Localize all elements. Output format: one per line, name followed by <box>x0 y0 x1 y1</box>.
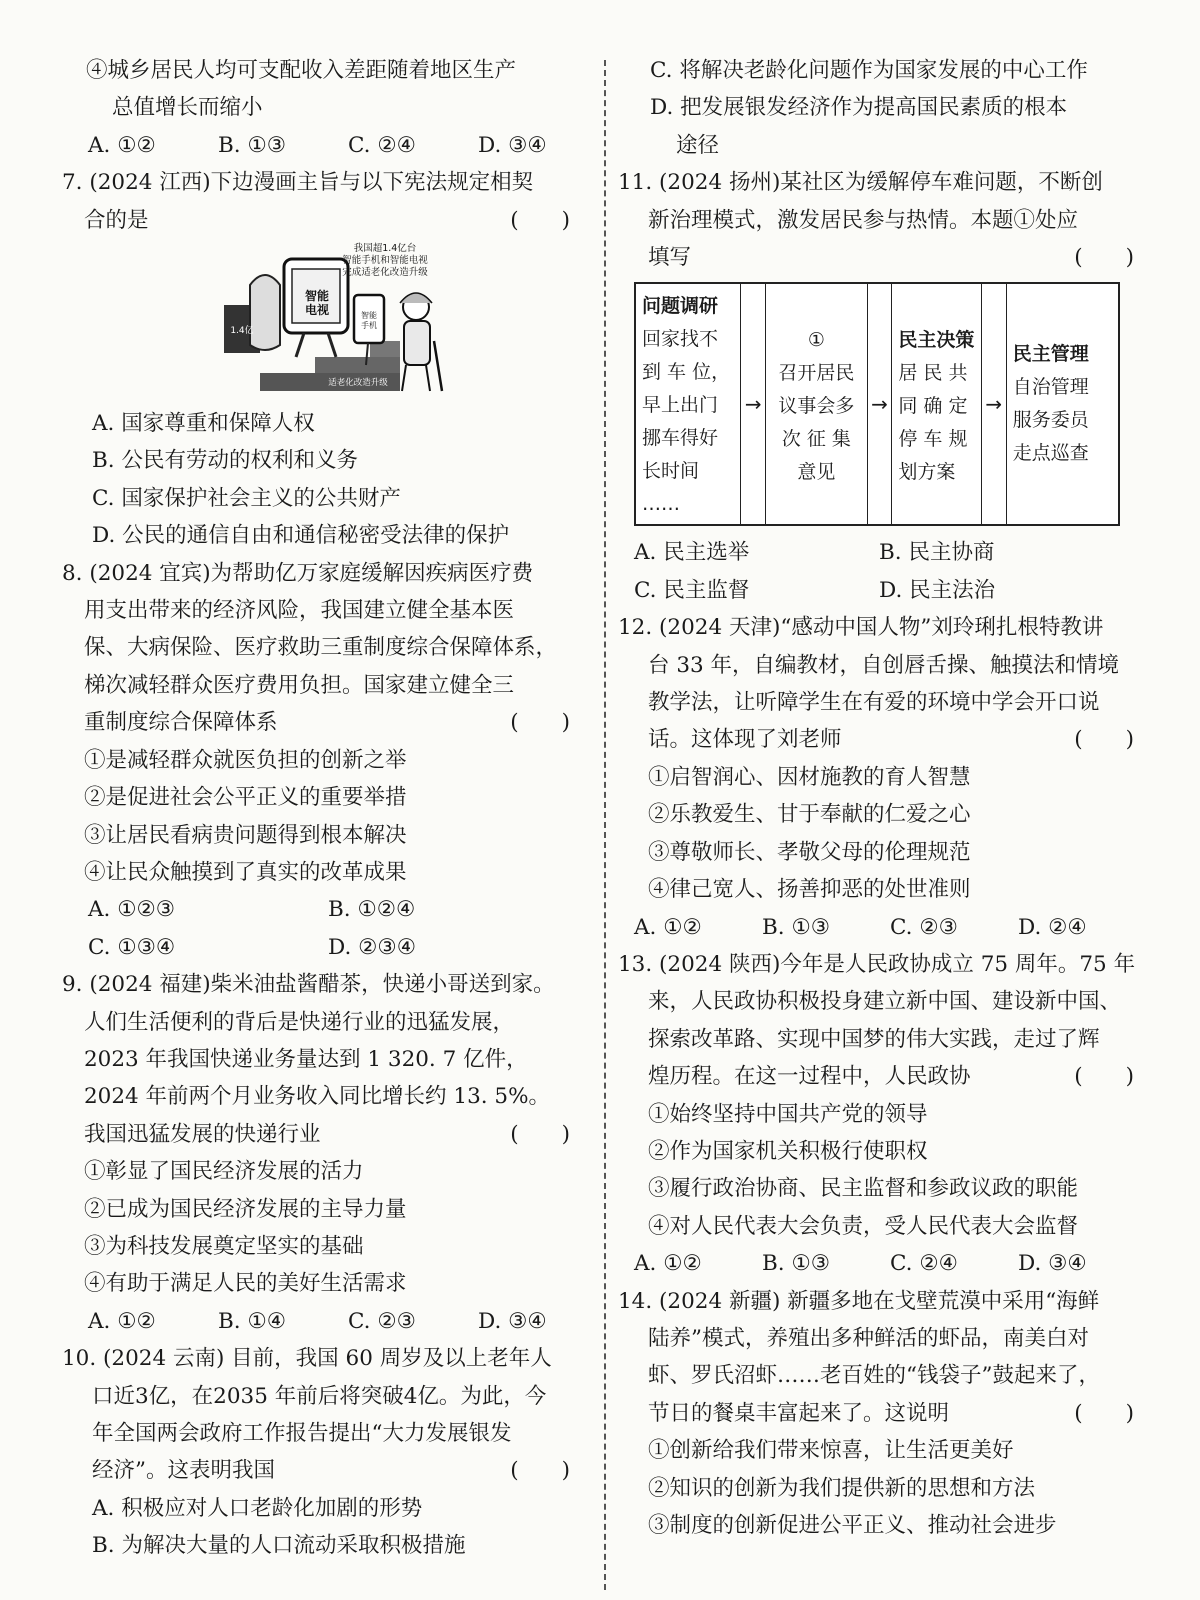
flow-box-management: 民主管理 自治管理 服务委员 走点巡查 <box>1007 284 1118 524</box>
q11-options-row1 <box>618 534 1158 571</box>
question-10-continued <box>618 52 1158 164</box>
q13-item-4: ④对人民代表大会负责，受人民代表大会监督 <box>648 1213 1079 1239</box>
q7-option-a[interactable]: A. 国家尊重和保障人权 <box>92 411 315 437</box>
q7-option-b[interactable]: B. 公民有劳动的权利和义务 <box>92 448 358 474</box>
q6-option-b[interactable]: B. ①③ <box>218 132 287 158</box>
q7-cartoon <box>220 245 454 397</box>
q10-option-d[interactable]: D. 把发展银发经济作为提高国民素质的根本 <box>650 95 1068 121</box>
q8-option-c[interactable]: C. ①③④ <box>88 934 176 960</box>
q12-stem-line2: 台 33 年，自编教材，自创唇舌操、触摸法和情境 <box>648 652 1120 678</box>
q12-stem-line1: 12. (2024 天津)“感动中国人物”刘玲琍扎根特教讲 <box>618 615 1104 641</box>
q12-item-4: ④律己宽人、扬善抑恶的处世准则 <box>648 877 971 903</box>
q8-item-4: ④让民众触摸到了真实的改革成果 <box>84 859 407 885</box>
q9-option-a[interactable]: A. ①② <box>88 1308 156 1334</box>
q9-item-2: ②已成为国民经济发展的主导力量 <box>84 1196 407 1222</box>
cartoon-tv-label: 智能 电视 <box>304 289 329 318</box>
q11-answer-blank[interactable]: ( ) <box>1074 245 1134 271</box>
q7-option-d[interactable]: D. 公民的通信自由和通信秘密受法律的保护 <box>92 523 510 549</box>
q12-option-c[interactable]: C. ②③ <box>890 914 958 940</box>
q13-stem-line4: 煌历程。在这一过程中，人民政协 ( ) <box>618 1058 1158 1095</box>
q6-options <box>62 127 592 164</box>
q9-stem-line5: 我国迅猛发展的快递行业 ( ) <box>62 1116 592 1153</box>
q8-options-row2 <box>62 929 592 966</box>
q13-answer-blank[interactable]: ( ) <box>1074 1064 1134 1090</box>
q13-item-2: ②作为国家机关积极行使职权 <box>648 1138 928 1164</box>
q8-item-1: ①是减轻群众就医负担的创新之举 <box>84 747 407 773</box>
q8-stem-line2: 用支出带来的经济风险，我国建立健全基本医 <box>84 598 515 624</box>
q12-option-a[interactable]: A. ①② <box>634 914 702 940</box>
q14-stem-line4: 节日的餐桌丰富起来了。这说明 ( ) <box>618 1395 1158 1432</box>
q14-stem-line3: 虾、罗氏沼虾……老百姓的“钱袋子”鼓起来了， <box>648 1363 1100 1389</box>
q9-stem-line3: 2023 年我国快递业务量达到 1 320. 7 亿件， <box>84 1046 528 1072</box>
flow-box-research-title: 问题调研 <box>642 295 719 318</box>
question-9 <box>62 966 592 1340</box>
cartoon-caption: 我国超1.4亿台 智能手机和智能电视 完成适老化改造升级 <box>342 243 428 279</box>
left-column <box>62 52 592 1565</box>
question-13 <box>618 946 1158 1283</box>
q12-options <box>618 909 1158 946</box>
cartoon-step-label: 适老化改造升级 <box>328 378 388 389</box>
flow-arrow-2: → <box>868 284 893 524</box>
q6-item-4-line2: 总值增长而缩小 <box>112 95 263 121</box>
q7-stem-line1: 7. (2024 江西)下边漫画主旨与以下宪法规定相契 <box>62 170 534 196</box>
q12-item-1: ①启智润心、因材施教的育人智慧 <box>648 764 971 790</box>
q11-options-row2 <box>618 572 1158 609</box>
flow-box-management-title: 民主管理 <box>1012 343 1089 366</box>
q9-option-d[interactable]: D. ③④ <box>478 1308 547 1334</box>
q9-stem-line1: 9. (2024 福建)柴米油盐酱醋茶，快递小哥送到家。 <box>62 972 555 998</box>
q11-stem-line1: 11. (2024 扬州)某社区为缓解停车难问题，不断创 <box>618 170 1103 196</box>
q13-stem-line3: 探索改革路、实现中国梦的伟大实践，走过了辉 <box>648 1026 1100 1052</box>
q14-answer-blank[interactable]: ( ) <box>1074 1400 1134 1426</box>
q9-option-b[interactable]: B. ①④ <box>218 1308 287 1334</box>
q10-answer-blank[interactable]: ( ) <box>510 1458 570 1484</box>
q11-option-c[interactable]: C. 民主监督 <box>634 577 750 603</box>
q8-stem-line4: 梯次减轻群众医疗费用负担。国家建立健全三 <box>84 672 515 698</box>
q8-option-b[interactable]: B. ①②④ <box>328 897 416 923</box>
q14-stem-line2: 陆养”模式，养殖出多种鲜活的虾品，南美白对 <box>648 1325 1089 1351</box>
right-column <box>618 52 1158 1544</box>
q14-item-2: ②知识的创新为我们提供新的思想和方法 <box>648 1475 1036 1501</box>
flow-arrow-3: → <box>982 284 1007 524</box>
q13-options <box>618 1245 1158 1282</box>
q10-option-d-line2: 途径 <box>676 132 720 158</box>
q14-stem-line1: 14. (2024 新疆) 新疆多地在戈壁荒漠中采用“海鲜 <box>618 1288 1100 1314</box>
q10-option-a[interactable]: A. 积极应对人口老龄化加剧的形势 <box>92 1495 423 1521</box>
question-10 <box>62 1340 592 1564</box>
q12-answer-blank[interactable]: ( ) <box>1074 727 1134 753</box>
q13-item-3: ③履行政治协商、民主监督和参政议政的职能 <box>648 1176 1079 1202</box>
cartoon-note-label: 1.4亿 <box>230 326 254 337</box>
q9-item-4: ④有助于满足人民的美好生活需求 <box>84 1271 407 1297</box>
q7-stem-line2: 合的是 ( ) <box>62 202 592 239</box>
q9-stem-line2: 人们生活便利的背后是快递行业的迅猛发展， <box>84 1009 515 1035</box>
q8-stem-line1: 8. (2024 宜宾)为帮助亿万家庭缓解因疾病医疗费 <box>62 560 534 586</box>
q11-stem-line2: 新治理模式，激发居民参与热情。本题①处应 <box>648 207 1079 233</box>
q13-option-c[interactable]: C. ②④ <box>890 1251 958 1277</box>
q13-stem-line2: 来，人民政协积极投身建立新中国、建设新中国、 <box>648 989 1122 1015</box>
q13-option-b[interactable]: B. ①③ <box>762 1251 831 1277</box>
question-14 <box>618 1283 1158 1545</box>
flow-box-decision-title: 民主决策 <box>898 329 975 352</box>
q10-stem-line2: 口近3亿，在2035 年前后将突破4亿。为此，今 <box>92 1383 547 1409</box>
q13-option-a[interactable]: A. ①② <box>634 1251 702 1277</box>
q8-stem-line5: 重制度综合保障体系 ( ) <box>62 704 592 741</box>
flow-arrow-1: → <box>741 284 766 524</box>
q14-item-3: ③制度的创新促进公平正义、推动社会进步 <box>648 1513 1057 1538</box>
q11-stem-line3: 填写 ( ) <box>618 239 1158 276</box>
q10-option-b[interactable]: B. 为解决大量的人口流动采取积极措施 <box>92 1533 466 1559</box>
q12-item-2: ②乐教爱生、甘于奉献的仁爱之心 <box>648 802 971 828</box>
q12-option-b[interactable]: B. ①③ <box>762 914 831 940</box>
q7-option-c[interactable]: C. 国家保护社会主义的公共财产 <box>92 485 401 511</box>
column-divider <box>604 60 606 1590</box>
q8-answer-blank[interactable]: ( ) <box>510 710 570 736</box>
q11-flowchart <box>634 282 1120 526</box>
q9-item-1: ①彰显了国民经济发展的活力 <box>84 1159 364 1185</box>
q11-option-a[interactable]: A. 民主选举 <box>634 540 750 566</box>
q9-stem-line4: 2024 年前两个月业务收入同比增长约 13. 5%。 <box>84 1084 551 1110</box>
q13-option-d[interactable]: D. ③④ <box>1018 1251 1087 1277</box>
q7-answer-blank[interactable]: ( ) <box>510 207 570 233</box>
q9-options <box>62 1303 592 1340</box>
flow-box-blank-marker: ① <box>807 329 825 352</box>
q10-option-c[interactable]: C. 将解决老龄化问题作为国家发展的中心工作 <box>650 58 1088 83</box>
flow-box-decision: 民主决策 居 民 共 同 确 定 停 车 规 划方案 <box>892 284 981 524</box>
q12-stem-line3: 教学法，让听障学生在有爱的环境中学会开口说 <box>648 690 1100 716</box>
flow-box-blank-1: ① 召开居民 议事会多 次 征 集 意见 <box>766 284 867 524</box>
q10-stem-line3: 年全国两会政府工作报告提出“大力发展银发 <box>92 1421 512 1446</box>
q6-option-a[interactable]: A. ①② <box>88 132 156 158</box>
q8-option-a[interactable]: A. ①②③ <box>88 897 176 923</box>
q11-option-d[interactable]: D. 民主法治 <box>879 577 996 603</box>
q6-option-d[interactable]: D. ③④ <box>478 132 547 158</box>
question-7 <box>62 164 592 554</box>
q8-options-row1 <box>62 891 592 928</box>
q8-option-d[interactable]: D. ②③④ <box>328 934 416 960</box>
q13-stem-line1: 13. (2024 陕西)今年是人民政协成立 75 周年。75 年 <box>618 951 1136 977</box>
q12-item-3: ③尊敬师长、孝敬父母的伦理规范 <box>648 839 971 865</box>
q11-option-b[interactable]: B. 民主协商 <box>879 540 995 566</box>
q6-item-4-line1: ④城乡居民人均可支配收入差距随着地区生产 <box>86 58 517 83</box>
q14-item-1: ①创新给我们带来惊喜，让生活更美好 <box>648 1438 1014 1464</box>
flow-box-research: 问题调研 回家找不 到 车 位， 早上出门 挪车得好 长时间 …… <box>636 284 741 524</box>
q9-item-3: ③为科技发展奠定坚实的基础 <box>84 1233 364 1259</box>
question-6-continued <box>62 52 592 164</box>
question-8 <box>62 555 592 966</box>
q9-option-c[interactable]: C. ②③ <box>348 1308 416 1334</box>
q10-stem-line1: 10. (2024 云南) 目前，我国 60 周岁及以上老年人 <box>62 1346 552 1372</box>
q8-item-3: ③让居民看病贵问题得到根本解决 <box>84 822 407 848</box>
question-12 <box>618 609 1158 946</box>
q9-answer-blank[interactable]: ( ) <box>510 1121 570 1147</box>
q8-stem-line3: 保、大病保险、医疗救助三重制度综合保障体系， <box>84 635 558 661</box>
question-11 <box>618 164 1158 609</box>
q13-item-1: ①始终坚持中国共产党的领导 <box>648 1101 928 1127</box>
q6-option-c[interactable]: C. ②④ <box>348 132 416 158</box>
q12-stem-line4: 话。这体现了刘老师 ( ) <box>618 721 1158 758</box>
cartoon-phone-label: 智能 手机 <box>361 311 377 331</box>
q10-stem-line4: 经济”。这表明我国 ( ) <box>62 1452 592 1489</box>
q12-option-d[interactable]: D. ②④ <box>1018 914 1087 940</box>
q8-item-2: ②是促进社会公平正义的重要举措 <box>84 785 407 811</box>
